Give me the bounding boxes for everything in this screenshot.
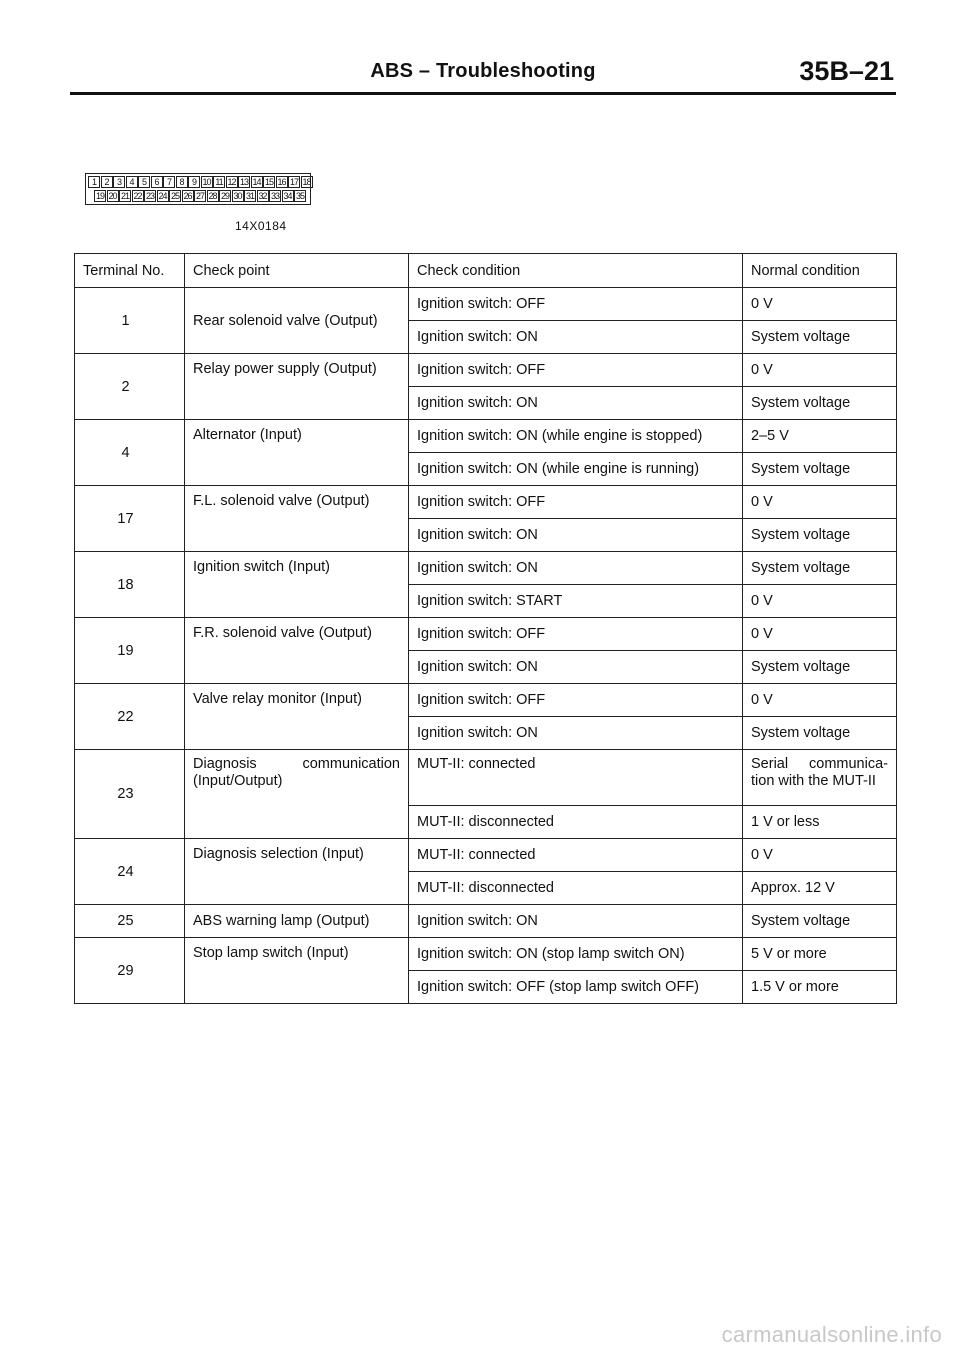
table-row (75, 684, 897, 717)
normal-condition: 0 V (743, 585, 897, 618)
connector-pin: 20 (108, 191, 117, 201)
terminal-number: 23 (75, 750, 185, 839)
normal-condition-line: tion with the MUT-II (751, 773, 876, 789)
connector-pin: 25 (170, 191, 179, 201)
connector-pin: 11 (213, 176, 225, 188)
connector-pin: 7 (163, 176, 175, 188)
check-point-line: (Input/Output) (193, 773, 283, 789)
table-row (75, 552, 897, 585)
connector-pin: 26 (183, 191, 192, 201)
connector-pin: 1 (88, 176, 100, 188)
connector-pin: 23 (145, 191, 154, 201)
connector-pin: 33 (270, 191, 279, 201)
check-condition: Ignition switch: ON (while engine is running) (409, 453, 743, 486)
connector-pin: 14 (252, 177, 261, 187)
connector-pin: 17 (289, 177, 298, 187)
check-condition: Ignition switch: START (409, 585, 743, 618)
table-row (75, 618, 897, 651)
page-header (70, 56, 896, 95)
check-point: F.L. solenoid valve (Output) (185, 486, 409, 552)
check-condition: MUT-II: disconnected (409, 806, 743, 839)
connector-diagram (85, 173, 311, 205)
table-header-row (75, 254, 897, 288)
check-point: Relay power supply (Output) (185, 354, 409, 420)
normal-condition: System voltage (743, 453, 897, 486)
terminal-number: 19 (75, 618, 185, 684)
connector-pin: 34 (283, 191, 292, 201)
connector-pin: 18 (302, 177, 311, 187)
normal-condition: 0 V (743, 839, 897, 872)
header-check-condition: Check condition (409, 254, 743, 288)
connector-pin: 10 (202, 177, 211, 187)
connector-pin: 8 (176, 176, 188, 188)
normal-condition: 1.5 V or more (743, 971, 897, 1004)
normal-condition: System voltage (743, 717, 897, 750)
terminal-number: 18 (75, 552, 185, 618)
header-check-point: Check point (185, 254, 409, 288)
terminal-number: 4 (75, 420, 185, 486)
check-condition: MUT-II: disconnected (409, 872, 743, 905)
check-point: Ignition switch (Input) (185, 552, 409, 618)
normal-condition: System voltage (743, 651, 897, 684)
connector-pin: 5 (138, 176, 150, 188)
check-condition: Ignition switch: OFF (409, 288, 743, 321)
normal-condition: System voltage (743, 552, 897, 585)
normal-condition: 0 V (743, 684, 897, 717)
table-row (75, 938, 897, 971)
check-condition: Ignition switch: OFF (409, 486, 743, 519)
check-point: Rear solenoid valve (Output) (185, 288, 409, 354)
connector-pin: 27 (195, 191, 204, 201)
normal-condition: 0 V (743, 618, 897, 651)
normal-condition: 0 V (743, 486, 897, 519)
page-title: ABS – Troubleshooting (370, 60, 596, 82)
connector-pin: 4 (126, 176, 138, 188)
normal-condition: Approx. 12 V (743, 872, 897, 905)
check-condition: Ignition switch: ON (409, 552, 743, 585)
connector-pin: 32 (258, 191, 267, 201)
normal-condition: System voltage (743, 387, 897, 420)
connector-pin-row-bottom (94, 190, 307, 203)
figure-code: 14X0184 (235, 219, 287, 233)
connector-pin: 3 (113, 176, 125, 188)
terminal-number: 24 (75, 839, 185, 905)
connector-pin: 30 (233, 191, 242, 201)
header-terminal-no: Terminal No. (75, 254, 185, 288)
check-point: Diagnosis selection (Input) (185, 839, 409, 905)
check-condition: Ignition switch: ON (while engine is stopped) (409, 420, 743, 453)
check-condition: Ignition switch: ON (409, 905, 743, 938)
check-condition: Ignition switch: ON (409, 387, 743, 420)
connector-pin-row-top (88, 176, 313, 189)
connector-pin: 9 (188, 176, 200, 188)
connector-pin: 24 (158, 191, 167, 201)
terminal-number: 25 (75, 905, 185, 938)
terminal-number: 22 (75, 684, 185, 750)
table-row (75, 354, 897, 387)
connector-pin: 6 (151, 176, 163, 188)
table-row (75, 486, 897, 519)
connector-pin: 31 (245, 191, 254, 201)
terminal-number: 1 (75, 288, 185, 354)
table-row (75, 750, 897, 806)
normal-condition: System voltage (743, 905, 897, 938)
normal-condition: System voltage (743, 519, 897, 552)
check-condition: Ignition switch: OFF (stop lamp switch OFF) (409, 971, 743, 1004)
check-point: Stop lamp switch (Input) (185, 938, 409, 1004)
connector-pin: 12 (227, 177, 236, 187)
table-row (75, 839, 897, 872)
connector-pin: 29 (220, 191, 229, 201)
check-point: ABS warning lamp (Output) (185, 905, 409, 938)
normal-condition: 1 V or less (743, 806, 897, 839)
normal-condition: 5 V or more (743, 938, 897, 971)
terminal-number: 17 (75, 486, 185, 552)
check-condition: Ignition switch: OFF (409, 684, 743, 717)
check-condition: Ignition switch: ON (409, 321, 743, 354)
check-condition: Ignition switch: OFF (409, 354, 743, 387)
check-point: Alternator (Input) (185, 420, 409, 486)
terminal-number: 2 (75, 354, 185, 420)
normal-condition: 0 V (743, 354, 897, 387)
normal-condition: 2–5 V (743, 420, 897, 453)
connector-pin: 19 (95, 191, 104, 201)
connector-pin: 13 (239, 177, 248, 187)
table-row (75, 420, 897, 453)
connector-pin: 22 (133, 191, 142, 201)
connector-pin: 15 (264, 177, 273, 187)
normal-condition-line: Serial communica- (751, 756, 888, 772)
check-condition: Ignition switch: ON (409, 717, 743, 750)
check-point (185, 750, 409, 839)
connector-pin: 21 (120, 191, 129, 201)
terminal-check-table (74, 253, 897, 1004)
check-condition: Ignition switch: OFF (409, 618, 743, 651)
check-condition: MUT-II: connected (409, 750, 743, 806)
table-row (75, 905, 897, 938)
check-point-line: Diagnosis communication (193, 756, 400, 772)
normal-condition: 0 V (743, 288, 897, 321)
terminal-number: 29 (75, 938, 185, 1004)
check-point: Valve relay monitor (Input) (185, 684, 409, 750)
page-number: 35B–21 (799, 56, 894, 86)
table-row (75, 288, 897, 321)
check-condition: Ignition switch: ON (409, 651, 743, 684)
header-normal-condition: Normal condition (743, 254, 897, 288)
check-condition: Ignition switch: ON (409, 519, 743, 552)
check-condition: Ignition switch: ON (stop lamp switch ON) (409, 938, 743, 971)
connector-pin: 16 (277, 177, 286, 187)
normal-condition (743, 750, 897, 806)
check-point: F.R. solenoid valve (Output) (185, 618, 409, 684)
normal-condition: System voltage (743, 321, 897, 354)
check-condition: MUT-II: connected (409, 839, 743, 872)
connector-pin: 2 (101, 176, 113, 188)
connector-pin: 35 (295, 191, 304, 201)
connector-pin: 28 (208, 191, 217, 201)
watermark: carmanualsonline.info (721, 1322, 942, 1347)
